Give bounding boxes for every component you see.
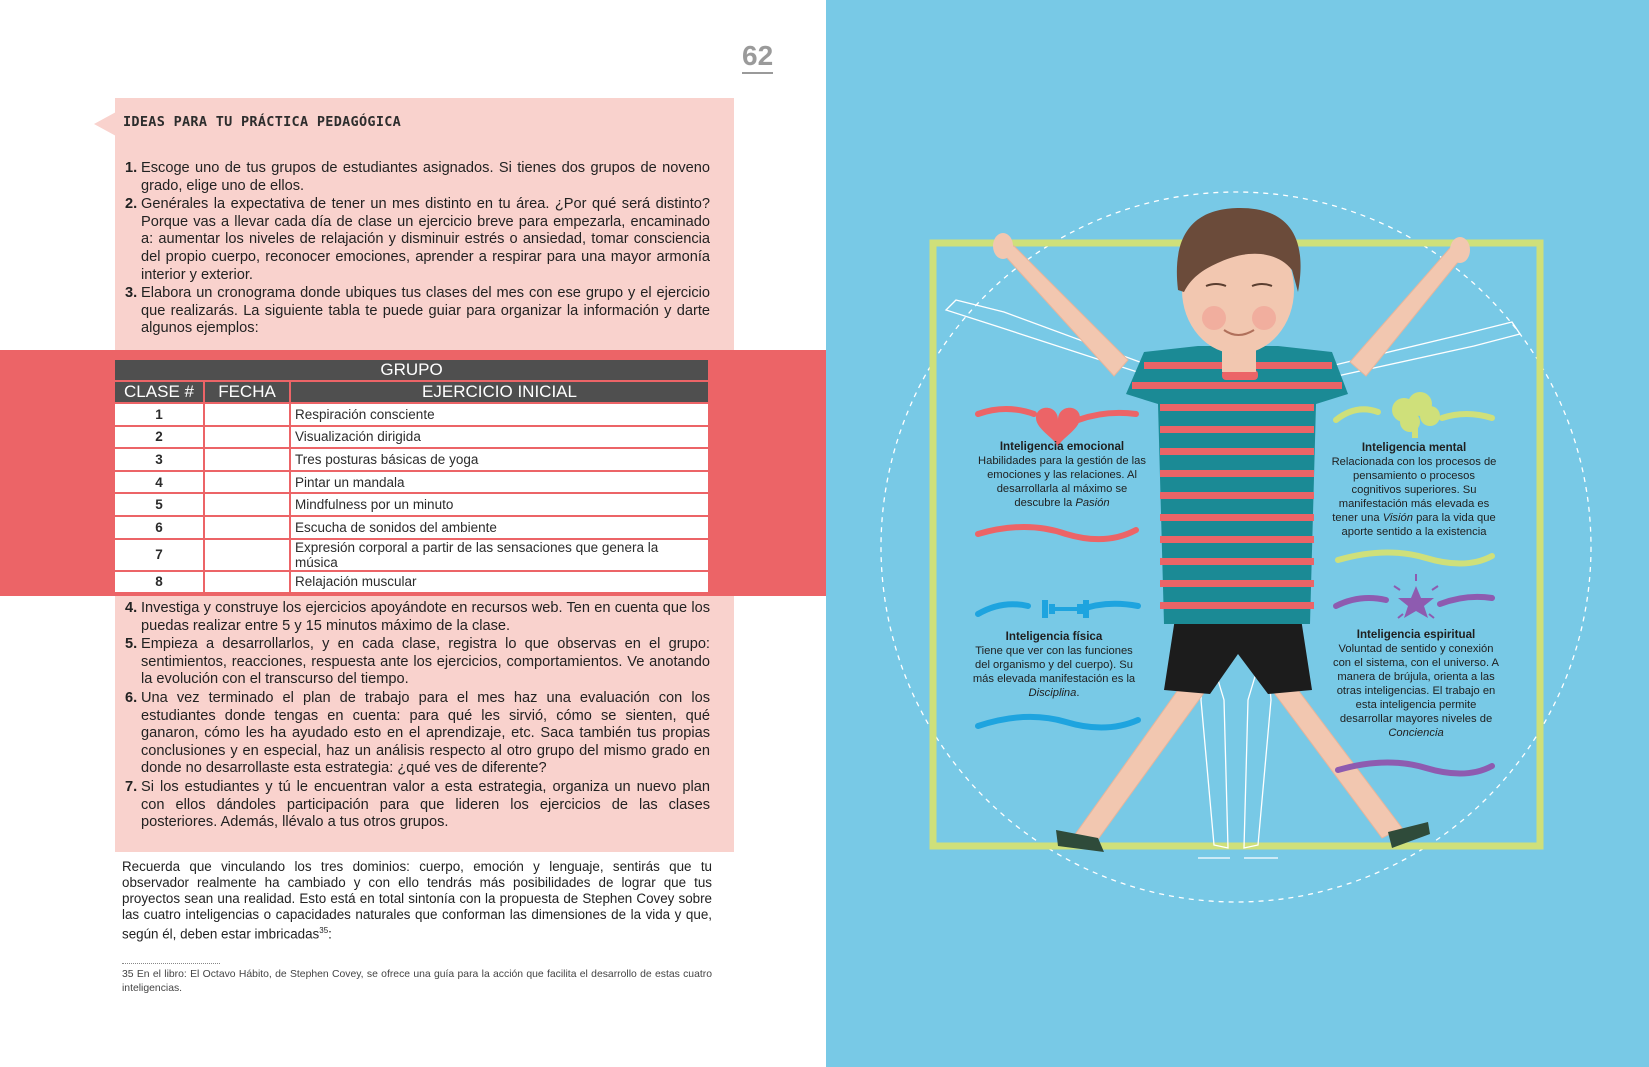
table-group-header: GRUPO xyxy=(114,359,709,381)
cell-ejercicio: Escucha de sonidos del ambiente xyxy=(290,516,709,539)
step-text: Escoge uno de tus grupos de estudiantes asignados. Si tienes dos grupos de noveno grado, elige uno de ellos. xyxy=(141,160,710,194)
column-header-fecha: FECHA xyxy=(204,381,290,403)
column-header-clase: CLASE # xyxy=(114,381,204,403)
step-number: 6. xyxy=(125,689,138,706)
shorts xyxy=(1164,612,1312,694)
inteligencia-espiritual-keyword: Conciencia xyxy=(1388,727,1444,739)
table-row xyxy=(114,426,709,449)
cell-clase: 5 xyxy=(114,493,204,516)
step-number: 4. xyxy=(125,600,138,616)
cell-clase: 6 xyxy=(114,516,204,539)
table-row xyxy=(114,571,709,594)
table-row xyxy=(114,403,709,426)
cell-clase: 8 xyxy=(114,571,204,594)
steps-list-after xyxy=(125,600,710,833)
star-icon xyxy=(1394,574,1438,618)
cell-ejercicio: Expresión corporal a partir de las sensaciones que genera la música xyxy=(290,539,709,571)
step-number: 3. xyxy=(125,285,138,302)
inteligencia-fisica-text: Tiene que ver con las funciones del organismo y del cuerpo). Su más elevada manifestación es la xyxy=(972,645,1136,685)
closing-end: : xyxy=(328,926,332,942)
step-text: Una vez terminado el plan de trabajo para el mes haz una evaluación con los estudiantes donde tengas en cuenta: para qué les sirvió, cómo se sienten, qué ganaron, cómo les ha ayudado esto en el aprendizaje, etc. Saca también tus propias conclusiones y en especial, haz un análisis respecto al otro grupo del mismo grado en donde no desarrollaste esta estrategia: ¿qué ves de diferente? xyxy=(141,689,710,777)
column-header-ejercicio: EJERCICIO INICIAL xyxy=(290,381,709,403)
step-text: Empieza a desarrollarlos, y en cada clase, registra lo que observas en el grupo: sentimientos, reacciones, respuesta ante los ejercicios, comportamientos. Ve anotando la evolución con el transcurso del tiempo. xyxy=(141,636,710,688)
illustration-page xyxy=(826,0,1649,1067)
inteligencia-fisica-title: Inteligencia física xyxy=(1005,630,1103,643)
cell-clase: 4 xyxy=(114,471,204,494)
step-item xyxy=(125,196,710,284)
ideas-box-notch xyxy=(94,112,116,136)
table-row xyxy=(114,448,709,471)
footnote: 35 En el libro: El Octavo Hábito, de Stephen Covey, se ofrece una guía para la acción que facilita el desarrollo de estas cuatro inteligencias. xyxy=(122,969,712,994)
table-row xyxy=(114,516,709,539)
step-item xyxy=(125,636,710,689)
cell-ejercicio: Respiración consciente xyxy=(290,403,709,426)
cell-ejercicio: Relajación muscular xyxy=(290,571,709,594)
inteligencia-mental xyxy=(1328,441,1500,539)
step-item xyxy=(125,285,710,338)
step-number: 1. xyxy=(125,160,138,176)
table-row xyxy=(114,539,709,571)
footnote-rule xyxy=(122,963,220,964)
cell-fecha xyxy=(204,426,290,449)
cell-ejercicio: Tres posturas básicas de yoga xyxy=(290,448,709,471)
dumbbell-icon xyxy=(1042,600,1089,618)
cell-fecha xyxy=(204,516,290,539)
cheek-left xyxy=(1202,306,1226,330)
inteligencia-mental-text-after: para la vida que aporte sentido a la existencia xyxy=(1341,512,1496,538)
cell-clase: 1 xyxy=(114,403,204,426)
step-text: Genérales la expectativa de tener un mes distinto en tu área. ¿Por qué será distinto? Porque vas a llevar cada día de clase un ejercicio breve para empezarla, encaminado a: aumentar los niveles de relajación y disminuir estrés o ansiedad, tomar consciencia del propio cuerpo, reconocer emociones, aprender a respirar para una mayor armonía interior y exterior. xyxy=(141,196,710,283)
cell-fecha xyxy=(204,448,290,471)
step-number: 7. xyxy=(125,778,138,795)
step-item xyxy=(125,779,710,832)
ideas-box-title: IDEAS PARA TU PRÁCTICA PEDAGÓGICA xyxy=(123,114,402,130)
inteligencia-mental-keyword: Visión xyxy=(1382,512,1413,524)
footnote-reference: 35 xyxy=(319,926,329,935)
step-item xyxy=(125,600,710,635)
torso xyxy=(1126,346,1348,624)
period: . xyxy=(1076,687,1080,699)
cell-clase: 7 xyxy=(114,539,204,571)
inteligencia-emocional-title: Inteligencia emocional xyxy=(999,440,1125,453)
cell-fecha xyxy=(204,403,290,426)
table-row xyxy=(114,471,709,494)
cell-fecha xyxy=(204,539,290,571)
cell-ejercicio: Pintar un mandala xyxy=(290,471,709,494)
cell-fecha xyxy=(204,471,290,494)
cell-clase: 2 xyxy=(114,426,204,449)
inteligencia-mental-text: Relacionada con los procesos de pensamiento o procesos cognitivos superiores. Su manifestación más elevada es tener una xyxy=(1331,456,1497,524)
inteligencia-emocional-text: Habilidades para la gestión de las emociones y las relaciones. Al desarrollarla al máximo se descubre la xyxy=(978,455,1146,509)
inteligencia-emocional-keyword: Pasión xyxy=(1075,497,1110,509)
schedule-table xyxy=(113,358,710,594)
step-text: Elabora un cronograma donde ubiques tus clases del mes con ese grupo y el ejercicio que realizarás. La siguiente tabla te puede guiar para organizar la información y darte algunos ejemplos: xyxy=(141,285,710,337)
step-text: Investiga y construye los ejercicios apoyándote en recursos web. Ten en cuenta que los puedas realizar entre 5 y 15 minutos máximo de la clase. xyxy=(141,600,710,634)
vitruvian-illustration xyxy=(826,0,1649,1067)
inteligencia-espiritual xyxy=(1330,628,1502,740)
step-number: 2. xyxy=(125,196,138,213)
inteligencia-espiritual-title: Inteligencia espiritual xyxy=(1356,628,1476,641)
steps-list-before xyxy=(125,160,710,339)
page-number: 62 xyxy=(742,40,773,74)
table-row xyxy=(114,493,709,516)
cell-fecha xyxy=(204,493,290,516)
step-text: Si los estudiantes y tú le encuentran valor a esta estrategia, organiza un nuevo plan con ellos dándoles participación para que lideren los ejercicios de las clases posteriores. Además, llévalo a tus otros grupos. xyxy=(141,778,710,831)
cheek-right xyxy=(1252,306,1276,330)
step-item xyxy=(125,690,710,778)
cell-ejercicio: Visualización dirigida xyxy=(290,426,709,449)
cell-fecha xyxy=(204,571,290,594)
step-number: 5. xyxy=(125,636,138,653)
step-item xyxy=(125,160,710,195)
inteligencia-emocional xyxy=(976,440,1148,510)
inteligencia-fisica xyxy=(968,630,1140,700)
cell-ejercicio: Mindfulness por un minuto xyxy=(290,493,709,516)
closing-text: Recuerda que vinculando los tres dominios: cuerpo, emoción y lenguaje, sentirás que tu observador realmente ha cambiado y con ello tendrás más posibilidades de lograr que tus proyectos sean una realidad. Esto está en total sintonía con la propuesta de Stephen Covey sobre las cuatro inteligencias o capacidades naturales que conforman las dimensiones de la vida y que, según él, deben estar imbricadas xyxy=(122,859,712,942)
inteligencia-espiritual-text: Voluntad de sentido y conexión con el sistema, con el universo. A manera de brújula, orienta a las otras inteligencias. El trabajo en esta inteligencia permite desarrollar mayores niveles de xyxy=(1332,643,1500,725)
inteligencia-mental-title: Inteligencia mental xyxy=(1361,441,1467,454)
cell-clase: 3 xyxy=(114,448,204,471)
inteligencia-fisica-keyword: Disciplina xyxy=(1028,687,1077,699)
head xyxy=(1177,208,1301,354)
closing-paragraph xyxy=(122,859,712,942)
brain-icon xyxy=(1392,392,1440,438)
